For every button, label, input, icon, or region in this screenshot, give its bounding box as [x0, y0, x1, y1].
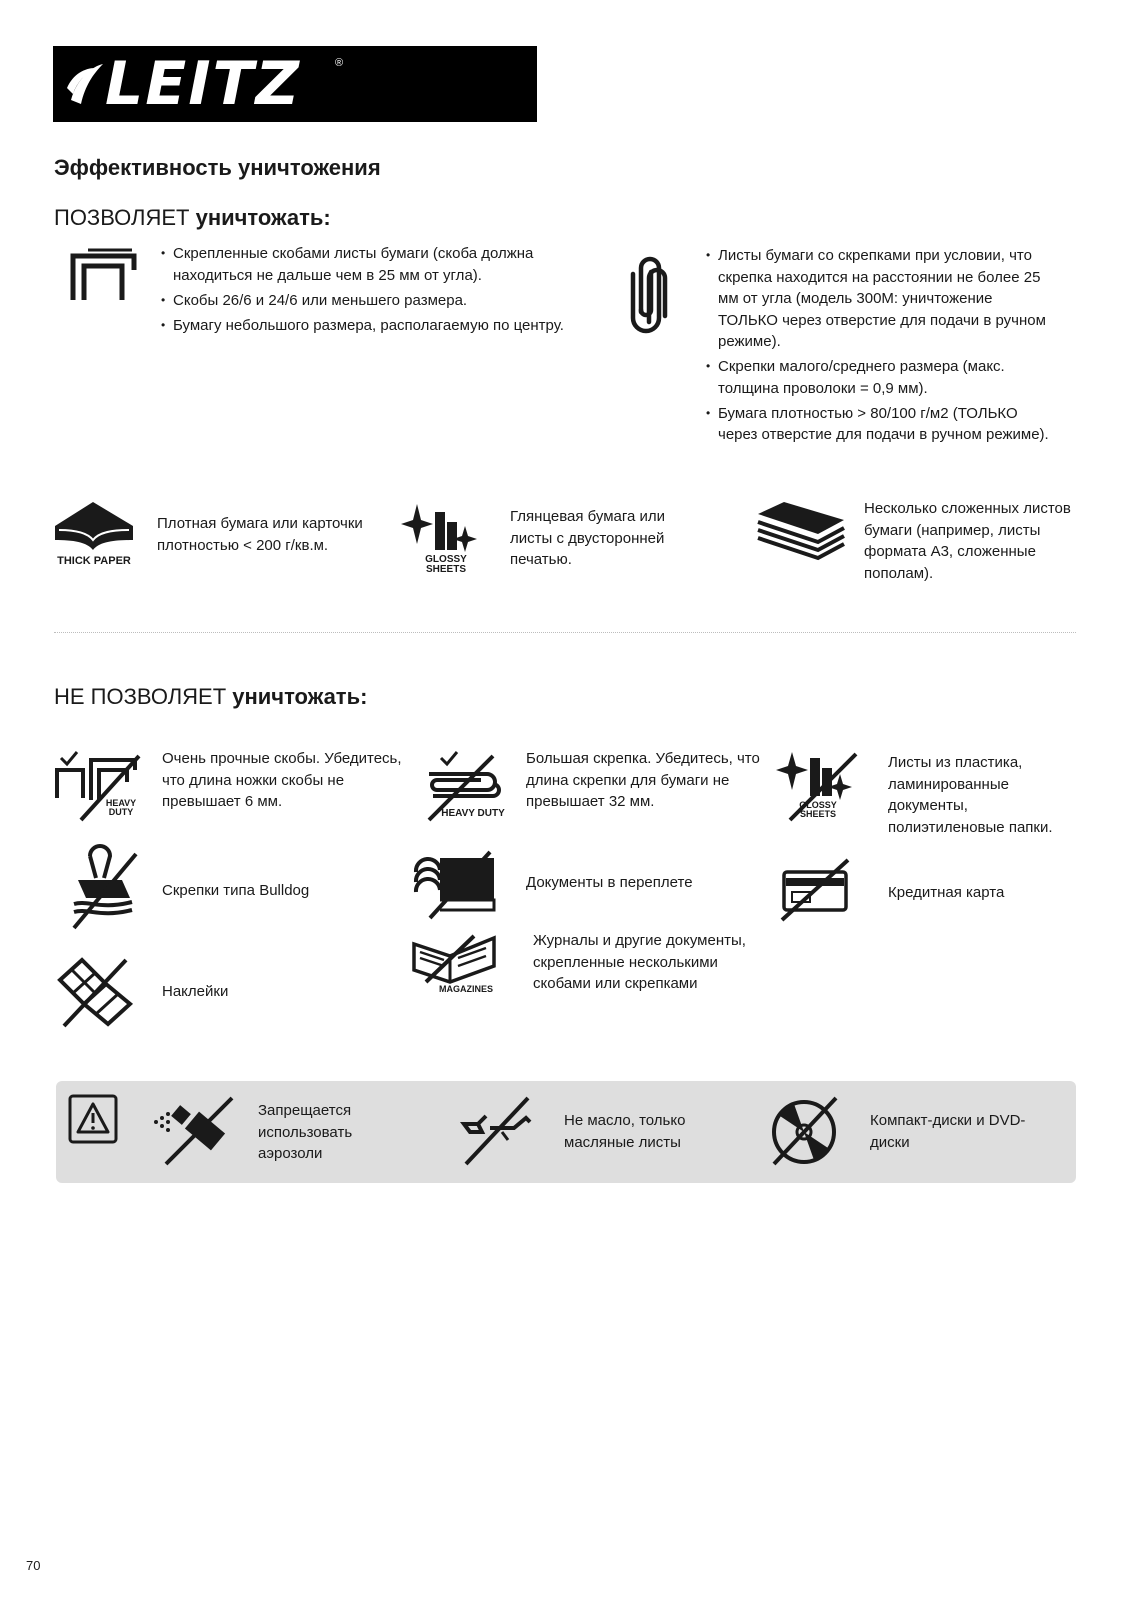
thick-paper-icon [53, 500, 135, 570]
page-title: Эффективность уничтожения [54, 155, 381, 180]
magazines-icon-label: MAGAZINES [439, 984, 493, 994]
thick-paper-text: Плотная бумага или карточки плотностью < 200 г/кв.м. [157, 515, 363, 554]
cd-dvd-icon [770, 1096, 842, 1166]
allowed-heading-main: ПОЗВОЛЯЕТ [54, 205, 190, 230]
bulldog-text: Скрепки типа Bulldog [162, 882, 310, 899]
leitz-swoosh-icon [67, 60, 105, 108]
plastic-text: Листы из пластика, ламинированные документы, полиэтиленовые папки. [888, 754, 1053, 836]
heavy-staples-text: Очень прочные скобы. Убедитесь, что длина ножки скобы не превышает 6 мм. [162, 750, 402, 810]
section-divider [54, 632, 1076, 633]
staples-icon [70, 246, 136, 302]
big-clip-text: Большая скрепка. Убедитесь, что длина скрепки для бумаги не превышает 32 мм. [526, 750, 760, 810]
glossy-icon-label-2: SHEETS [425, 564, 467, 575]
credit-card-text: Кредитная карта [888, 884, 1005, 901]
staples-allowed-list [158, 243, 608, 340]
not-allowed-heading-rest: уничтожать: [226, 684, 368, 709]
bound-documents-text: Документы в переплете [526, 874, 693, 891]
heavy-duty-label-1: HEAVY [105, 798, 137, 808]
aerosol-warning-text: Запрещается использовать аэрозоли [258, 1102, 353, 1162]
list-item: • Листы бумаги со скрепками при условии, что скрепка находится на расстоянии не более 25 мм от угла (модель 300M: уничтожение ТОЛЬКО через отверстие для подачи в ручном режиме). [703, 245, 1053, 353]
big-clip-icon-label: HEAVY DUTY [441, 808, 505, 819]
registered-mark: ® [335, 57, 344, 69]
glossy-icon-label-1: GLOSSY [425, 554, 467, 565]
glossy-sheets-icon [405, 500, 485, 576]
plastic-icon-label-2: SHEETS [799, 809, 837, 819]
list-item: • Скрепки малого/среднего размера (макс. толщина проволоки = 0,9 мм). [703, 356, 1053, 399]
paperclip-icon [627, 252, 671, 334]
list-item: • Бумагу небольшого размера, располагаемую по центру. [158, 315, 608, 337]
list-item: • Скрепленные скобами листы бумаги (скоба должна находиться не дальше чем в 25 мм от угла). [158, 243, 608, 286]
stickers-icon [56, 956, 132, 1028]
cd-warning-text: Компакт-диски и DVD-диски [870, 1112, 1026, 1151]
magazines-icon [410, 934, 500, 994]
allowed-heading [54, 205, 331, 231]
thick-paper-icon-label: THICK PAPER [57, 555, 131, 567]
magazines-text: Журналы и другие документы, скрепленные несколькими скобами или скрепками [533, 932, 746, 992]
oil-warning-text: Не масло, только масляные листы [564, 1112, 686, 1151]
bulldog-clip-icon [70, 848, 140, 930]
warning-icon [68, 1094, 118, 1144]
not-allowed-heading-main: НЕ ПОЗВОЛЯЕТ [54, 684, 227, 709]
aerosol-icon [152, 1096, 236, 1166]
folded-sheets-icon [756, 500, 846, 560]
folded-sheets-text: Несколько сложенных листов бумаги (например, листы формата А3, сложенные пополам). [864, 500, 1071, 582]
credit-card-icon [780, 858, 850, 922]
oil-icon [460, 1096, 540, 1166]
glossy-text: Глянцевая бумага или листы с двусторонней печатью. [510, 508, 666, 568]
big-paperclip-icon [423, 750, 513, 822]
list-item: • Бумага плотностью > 80/100 г/м2 (ТОЛЬКО через отверстие для подачи в ручном режиме). [703, 403, 1053, 446]
not-allowed-heading [54, 684, 367, 710]
bound-documents-icon [410, 850, 498, 920]
plastic-sheets-icon [780, 748, 862, 822]
logo-wordmark: LEITZ [105, 49, 301, 119]
list-item: • Скобы 26/6 и 24/6 или меньшего размера. [158, 290, 608, 312]
plastic-icon-label-1: GLOSSY [799, 800, 837, 810]
heavy-duty-label-2: DUTY [108, 807, 134, 817]
heavy-duty-staples-icon [55, 750, 145, 822]
stickers-text: Наклейки [162, 983, 229, 1000]
paperclip-allowed-list [703, 245, 1053, 449]
allowed-heading-rest: уничтожать: [189, 205, 331, 230]
leitz-logo [53, 46, 537, 122]
page-number: 70 [26, 1558, 41, 1573]
